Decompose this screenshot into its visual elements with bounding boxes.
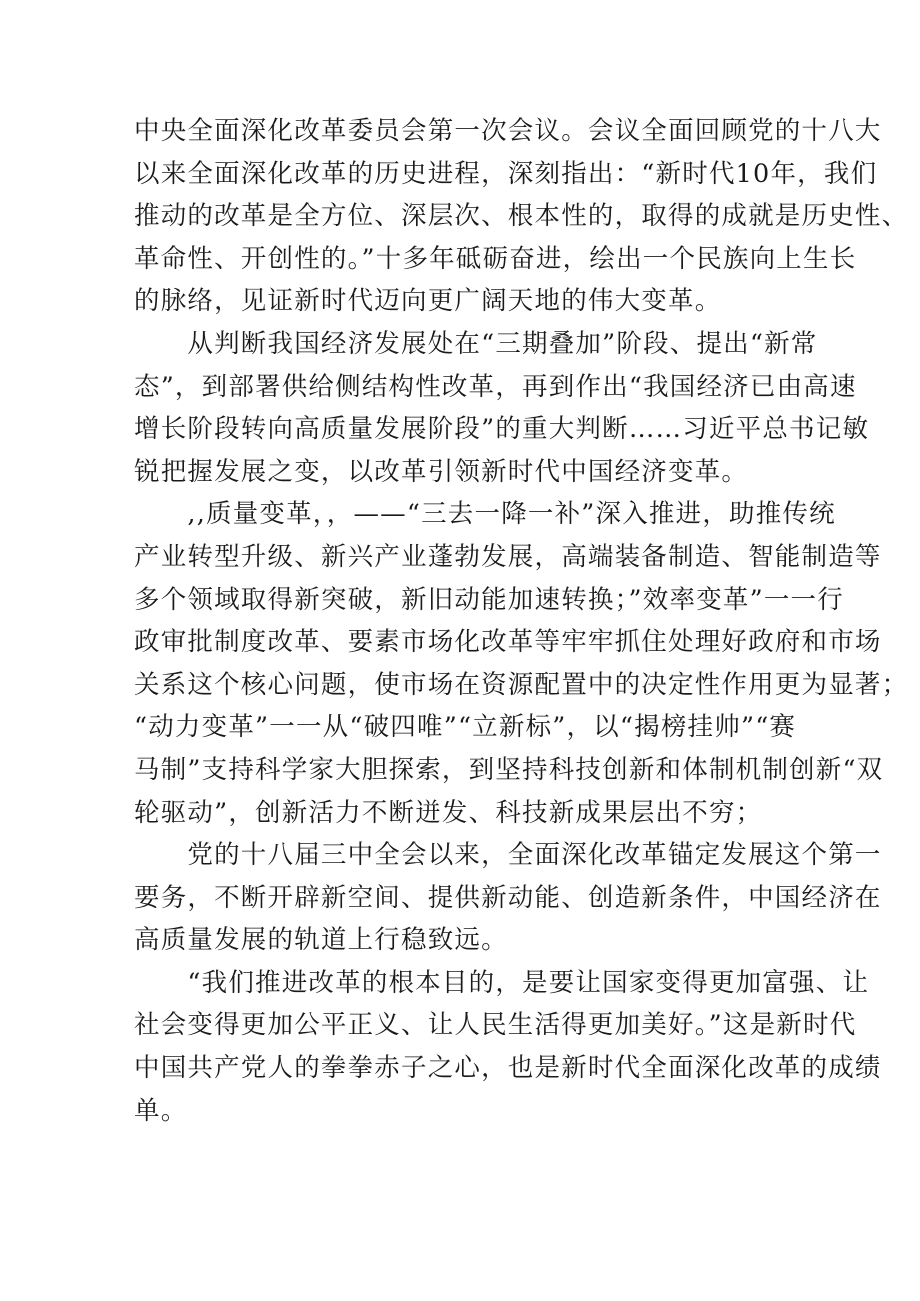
text-line: 从判断我国经济发展处在“三期叠加”阶段、提出“新常: [134, 328, 818, 359]
text-line: 态”，到部署供给侧结构性改革，再到作出“我国经济已由高速: [134, 371, 857, 402]
paragraph-1: [134, 110, 909, 323]
text-line: 高质量发展的轨道上行稳致远。: [134, 925, 508, 956]
text-line: “我们推进改革的根本目的，是要让国家变得更加富强、让: [134, 967, 870, 998]
text-line: 社会变得更加公平正义、让人民生活得更加美好。”这是新时代: [134, 1010, 857, 1041]
text-line: 要务，不断开辟新空间、提供新动能、创造新条件，中国经济在: [134, 882, 882, 913]
text-line: ,,质量变革，，——“三去一降一补”深入推进，助推传统: [134, 499, 836, 530]
text-line: 中国共产党人的拳拳赤子之心，也是新时代全面深化改革的成绩: [134, 1053, 882, 1084]
text-line: 锐把握发展之变，以改革引领新时代中国经济变革。: [134, 456, 749, 487]
text-line: 党的十八届三中全会以来，全面深化改革锚定发展这个第一: [134, 840, 882, 871]
text-line: 马制”支持科学家大胆探索，到坚持科技创新和体制机制创新“双: [134, 754, 884, 785]
text-line: 推动的改革是全方位、深层次、根本性的，取得的成就是历史性、: [134, 201, 909, 232]
text-line: “动力变革”一一从“破四唯”“立新标”，以“揭榜挂帅”“赛: [134, 712, 797, 743]
text-line: 革命性、开创性的。”十多年砥砺奋进，绘出一个民族向上生长: [134, 243, 857, 274]
text-line: 政审批制度改革、要素市场化改革等牢牢抓住处理好政府和市场: [134, 627, 882, 658]
text-line: 以来全面深化改革的历史进程，深刻指出：“新时代10年，我们: [134, 158, 878, 189]
text-line: 产业转型升级、新兴产业蓬勃发展，高端装备制造、智能制造等: [134, 541, 882, 572]
text-line: 增长阶段转向高质量发展阶段”的重大判断……习近平总书记敏: [134, 414, 870, 445]
text-line: 轮驱动”，创新活力不断迸发、科技新成果层出不穷；: [134, 797, 763, 828]
paragraph-3: [134, 493, 909, 834]
paragraph-4: [134, 834, 882, 962]
text-line: 多个领域取得新突破，新旧动能加速转换；”效率变革”一一行: [134, 584, 844, 615]
paragraph-2: [134, 323, 870, 493]
text-line: 单。: [134, 1095, 188, 1126]
text-line: 关系这个核心问题，使市场在资源配置中的决定性作用更为显著；: [134, 669, 909, 700]
text-line: 中央全面深化改革委员会第一次会议。会议全面回顾党的十八大: [134, 116, 882, 146]
body-text: [134, 110, 909, 1132]
text-line: 的脉络，见证新时代迈向更广阔天地的伟大变革。: [134, 286, 722, 317]
paragraph-5: [134, 962, 882, 1132]
